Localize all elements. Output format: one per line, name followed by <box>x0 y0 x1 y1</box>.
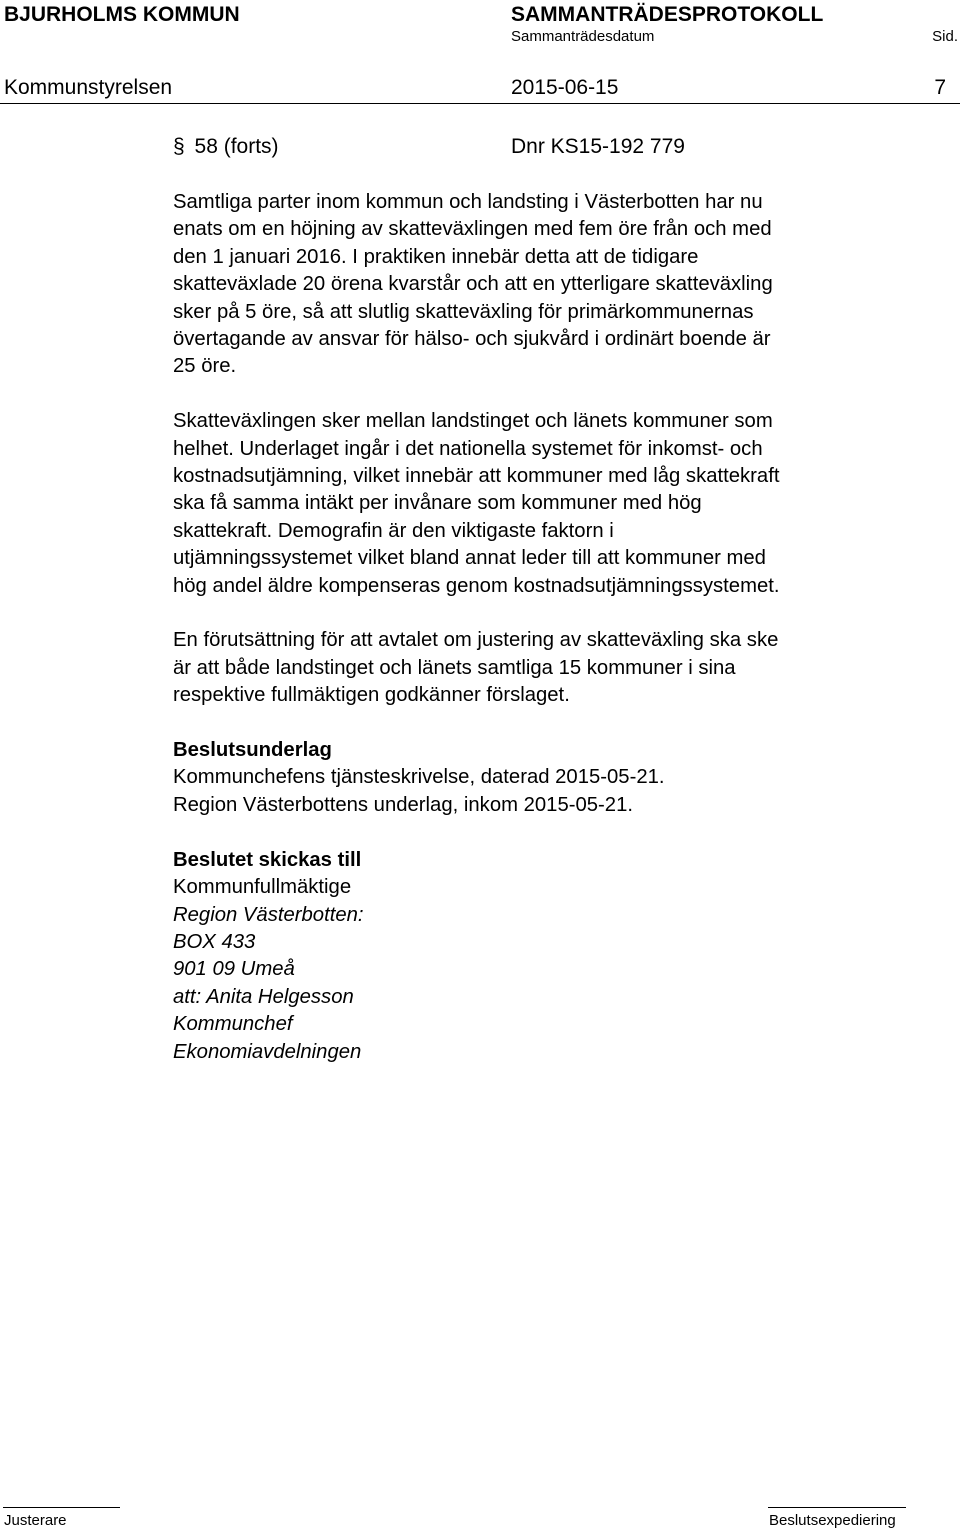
basis-item: Kommunchefens tjänsteskrivelse, daterad 2015-05-21. <box>173 766 665 789</box>
recipient-address-line: BOX 433 <box>173 930 256 953</box>
text-line: övertagande av ansvar för hälso- och sjukvård i ordinärt boende är <box>173 328 771 351</box>
committee-name: Kommunstyrelsen <box>4 76 173 99</box>
section-heading <box>173 135 279 159</box>
recipient: Kommunfullmäktige <box>173 876 352 899</box>
org-name: BJURHOLMS KOMMUN <box>4 3 240 26</box>
text-line: ska få samma intäkt per invånare som kommuner med hög <box>173 492 702 515</box>
page-label: Sid. <box>932 28 958 45</box>
recipient-address-line: Ekonomiavdelningen <box>173 1040 362 1063</box>
recipient-address-line: att: Anita Helgesson <box>173 985 354 1008</box>
text-line: En förutsättning för att avtalet om justering av skatteväxling ska ske <box>173 629 779 652</box>
paragraph-3 <box>173 627 933 709</box>
paragraph-1 <box>173 189 933 381</box>
basis-item: Region Västerbottens underlag, inkom 2015-05-21. <box>173 793 634 816</box>
footer-beslutsexpediering: Beslutsexpediering <box>769 1512 896 1529</box>
date-label: Sammanträdesdatum <box>511 28 655 45</box>
dnr: Dnr KS15-192 779 <box>511 135 685 158</box>
signature-line-left <box>3 1507 120 1508</box>
recipient-address-line: Region Västerbotten: <box>173 903 364 926</box>
text-line: den 1 januari 2016. I praktiken innebär detta att de tidigare <box>173 245 699 268</box>
paragraph-symbol: § <box>173 135 185 158</box>
text-line: Samtliga parter inom kommun och landsting i Västerbotten har nu <box>173 191 763 213</box>
text-line: utjämningssystemet vilket bland annat leder till att kommuner med <box>173 547 766 570</box>
footer-justerare: Justerare <box>4 1512 67 1529</box>
text-line: är att både landstinget och länets samtliga 15 kommuner i sina <box>173 656 736 679</box>
recipient-address-line: 901 09 Umeå <box>173 958 295 981</box>
text-line: Skatteväxlingen sker mellan landstinget och länets kommuner som <box>173 410 773 433</box>
text-line: helhet. Underlaget ingår i det nationella systemet för inkomst- och <box>173 437 763 460</box>
document-type: SAMMANTRÄDESPROTOKOLL <box>511 3 824 26</box>
text-line: kostnadsutjämning, vilket innebär att kommuner med låg skattekraft <box>173 465 780 488</box>
text-line: 25 öre. <box>173 355 237 378</box>
header-divider <box>0 103 960 104</box>
recipients-section <box>173 847 933 1066</box>
section-number: 58 (forts) <box>194 135 279 158</box>
text-line: skatteväxlade 20 örena kvarstår och att en ytterligare skatteväxling <box>173 273 773 296</box>
beslutsunderlag-heading: Beslutsunderlag <box>173 739 332 762</box>
text-line: sker på 5 öre, så att slutlig skatteväxling för primärkommunernas <box>173 300 754 323</box>
page-number: 7 <box>934 76 946 99</box>
text-line: skattekraft. Demografin är den viktigaste faktorn i <box>173 519 614 542</box>
beslutsunderlag-section <box>173 737 933 819</box>
signature-line-right <box>768 1507 906 1508</box>
text-line: hög andel äldre kompenseras genom kostnadsutjämningssystemet. <box>173 574 780 597</box>
document-body <box>173 189 933 1093</box>
text-line: respektive fullmäktigen godkänner förslaget. <box>173 684 570 707</box>
recipient-address-line: Kommunchef <box>173 1013 293 1036</box>
paragraph-2 <box>173 408 933 600</box>
text-line: enats om en höjning av skatteväxlingen med fem öre från och med <box>173 218 772 241</box>
meeting-date: 2015-06-15 <box>511 76 619 99</box>
recipients-heading: Beslutet skickas till <box>173 848 362 871</box>
